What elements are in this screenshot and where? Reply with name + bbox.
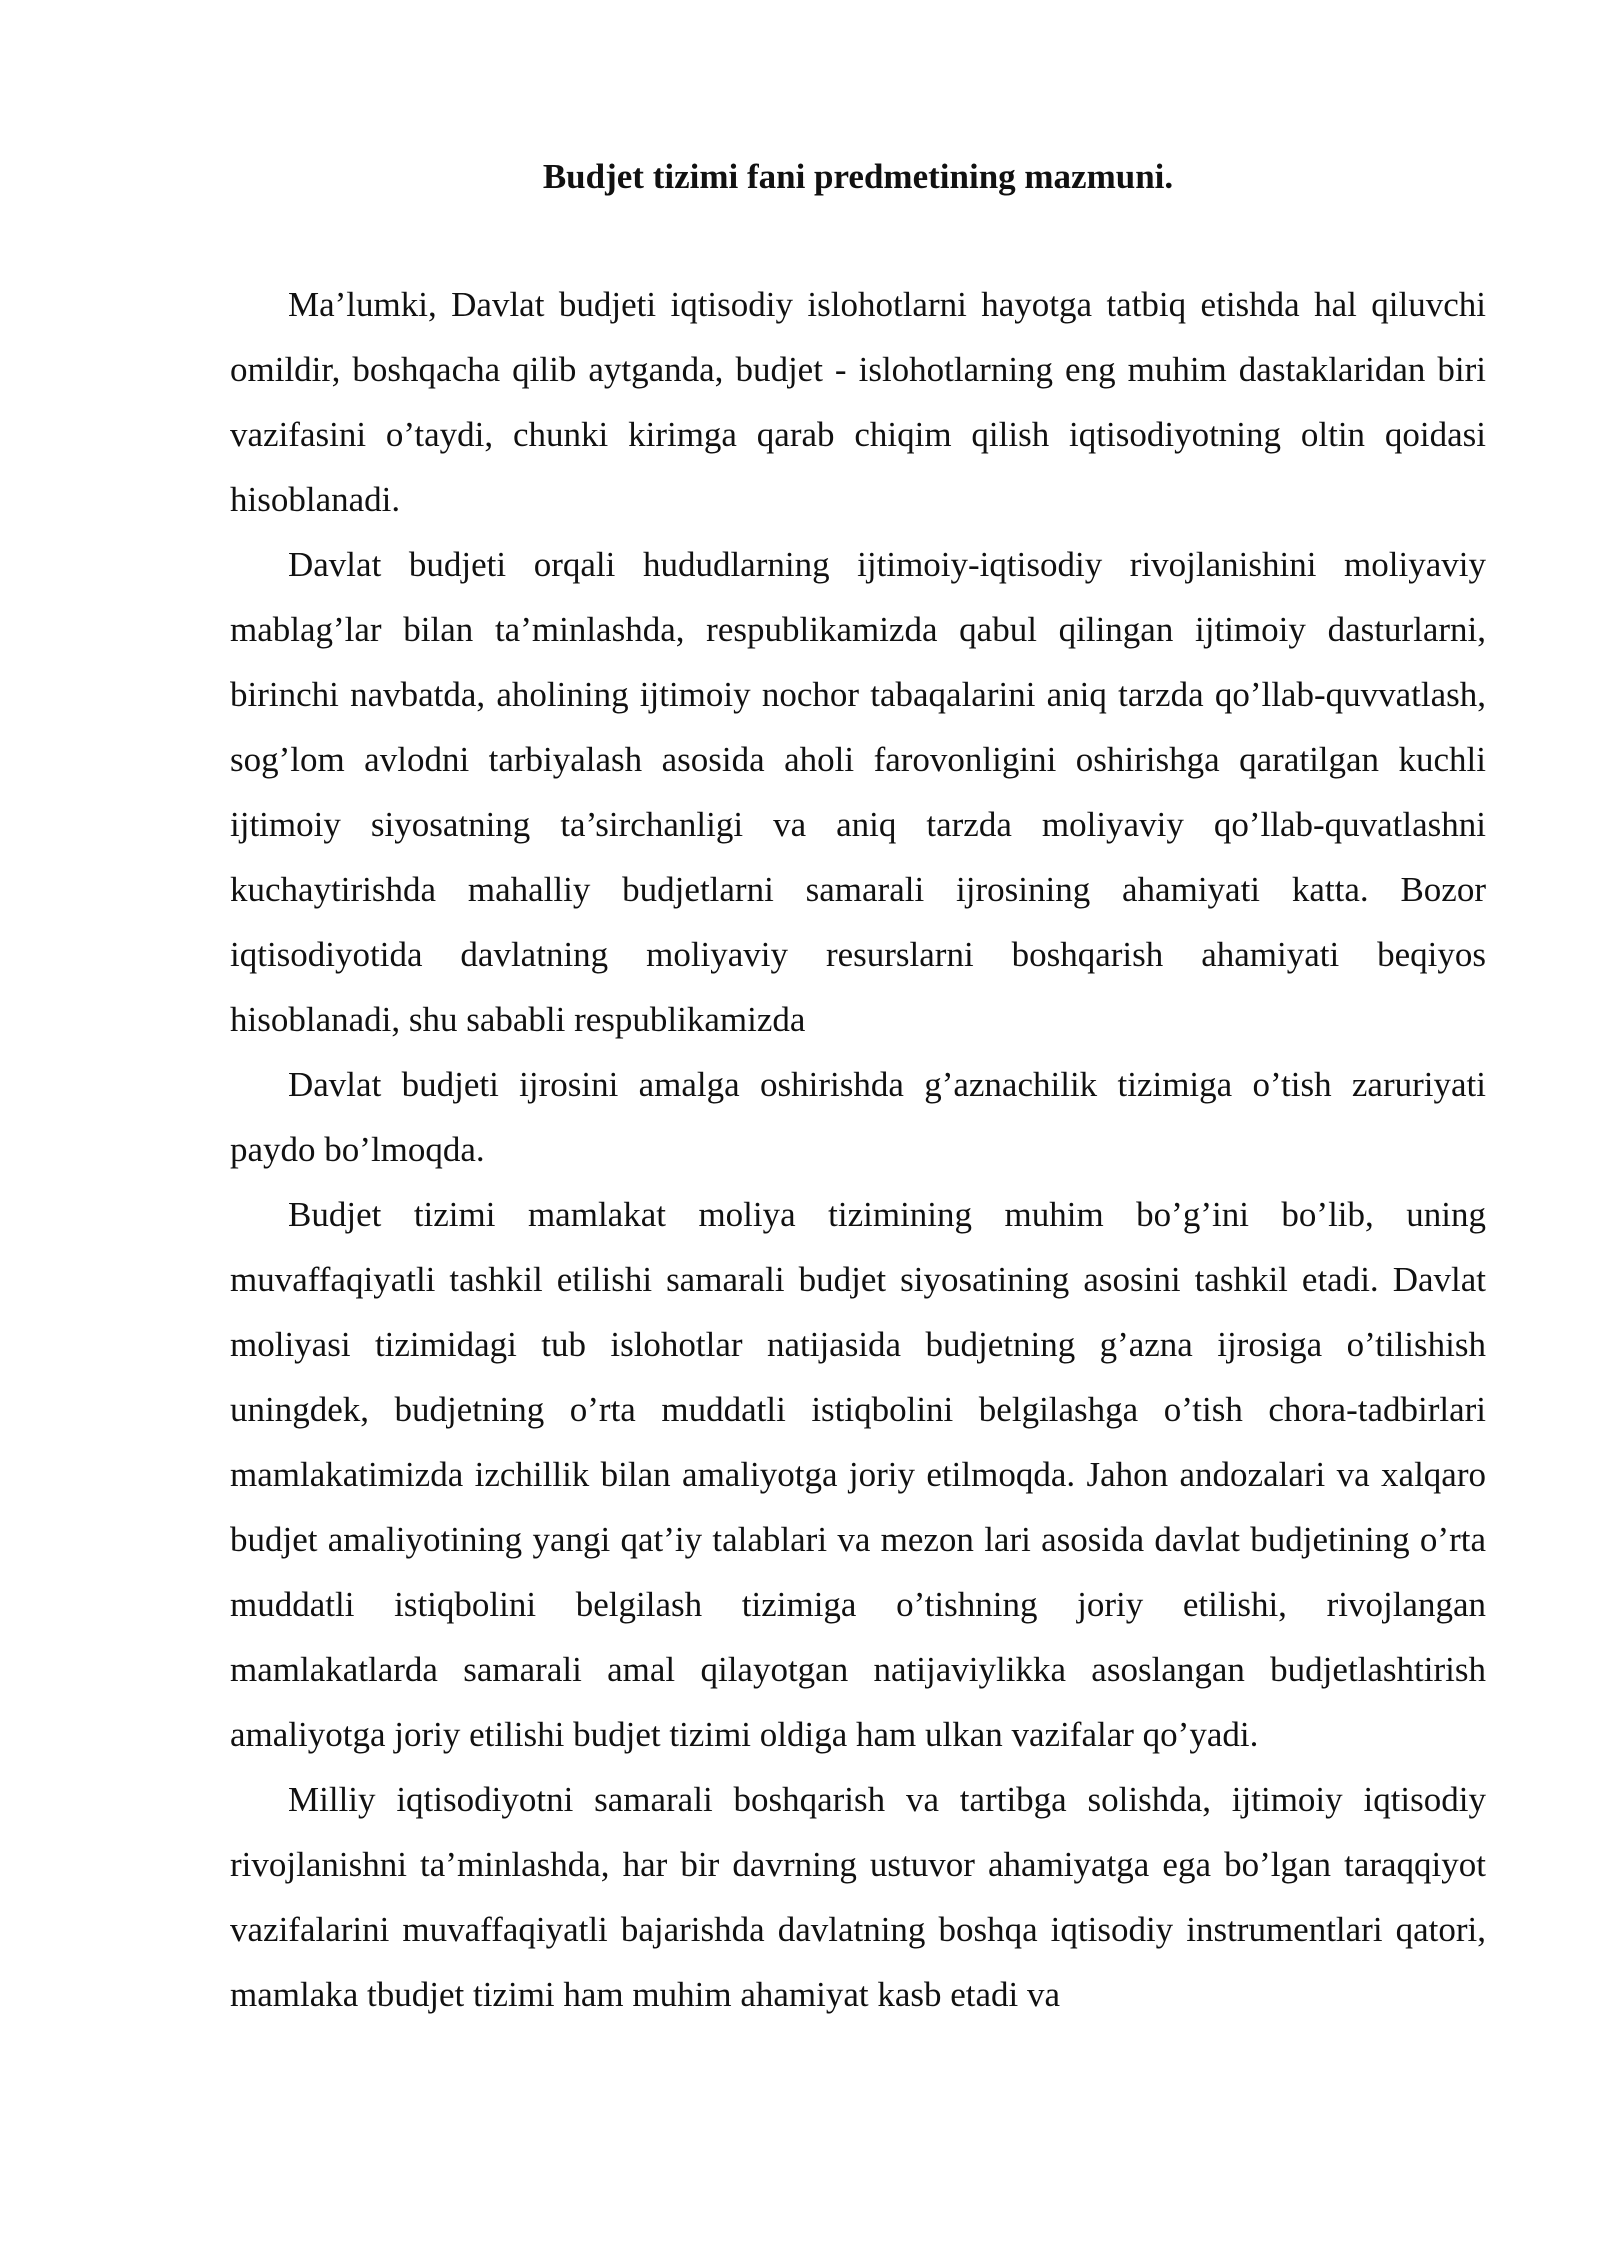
paragraph-1: Ma’lumki, Davlat budjeti iqtisodiy islohotlarni hayotga tatbiq etishda hal qiluvchi omildir, boshqacha qilib aytganda, budjet - islohotlarning eng muhim dastaklaridan biri vazifasini o’taydi, chunki kirimga qarab chiqim qilish iqtisodiyotning oltin qoidasi hisoblanadi. [230,285,1486,519]
paragraph-5: Milliy iqtisodiyotni samarali boshqarish va tartibga solishda, ijtimoiy iqtisodiy rivojlanishni ta’minlashda, har bir davrning ustuvor ahamiyatga ega bo’lgan taraqqiyot vazifalarini muvaffaqiyatli bajarishda davlatning boshqa iqtisodiy instrumentlari qatori, mamlaka tbudjet tizimi ham muhim ahamiyat kasb etadi va [230,1780,1486,2014]
document-body [230,272,1486,2027]
paragraph-3: Davlat budjeti ijrosini amalga oshirishda g’aznachilik tizimiga o’tish zaruriyati paydo bo’lmoqda. [230,1065,1486,1169]
paragraph-4: Budjet tizimi mamlakat moliya tizimining muhim bo’g’ini bo’lib, uning muvaffaqiyatli tashkil etilishi samarali budjet siyosatining asosini tashkil etadi. Davlat moliyasi tizimidagi tub islohotlar natijasida budjetning g’azna ijrosiga o’tilishish uningdek, budjetning o’rta muddatli istiqbolini belgilashga o’tish chora-tadbirlari mamlakatimizda izchillik bilan amaliyotga joriy etilmoqda. Jahon andozalari va xalqaro budjet amaliyotining yangi qat’iy talablari va mezon lari asosida davlat budjetining o’rta muddatli istiqbolini belgilash tizimiga o’tishning joriy etilishi, rivojlangan mamlakatlarda samarali amal qilayotgan natijaviylikka asoslangan budjetlashtirish amaliyotga joriy etilishi budjet tizimi oldiga ham ulkan vazifalar qo’yadi. [230,1195,1486,1754]
document-title: Budjet tizimi fani predmetining mazmuni. [542,157,1174,196]
paragraph-2: Davlat budjeti orqali hududlarning ijtimoiy-iqtisodiy rivojlanishini moliyaviy mablag’lar bilan ta’minlashda, respublikamizda qabul qilingan ijtimoiy dasturlarni, birinchi navbatda, aholining ijtimoiy nochor tabaqalarini aniq tarzda qo’llab-quvvatlash, sog’lom avlodni tarbiyalash asosida aholi farovonligini oshirishga qaratilgan kuchli ijtimoiy siyosatning ta’sirchanligi va aniq tarzda moliyaviy qo’llab-quvatlashni kuchaytirishda mahalliy budjetlarni samarali ijrosining ahamiyati katta. Bozor iqtisodiyotida davlatning moliyaviy resurslarni boshqarish ahamiyati beqiyos hisoblanadi, shu sababli respublikamizda [230,545,1486,1039]
